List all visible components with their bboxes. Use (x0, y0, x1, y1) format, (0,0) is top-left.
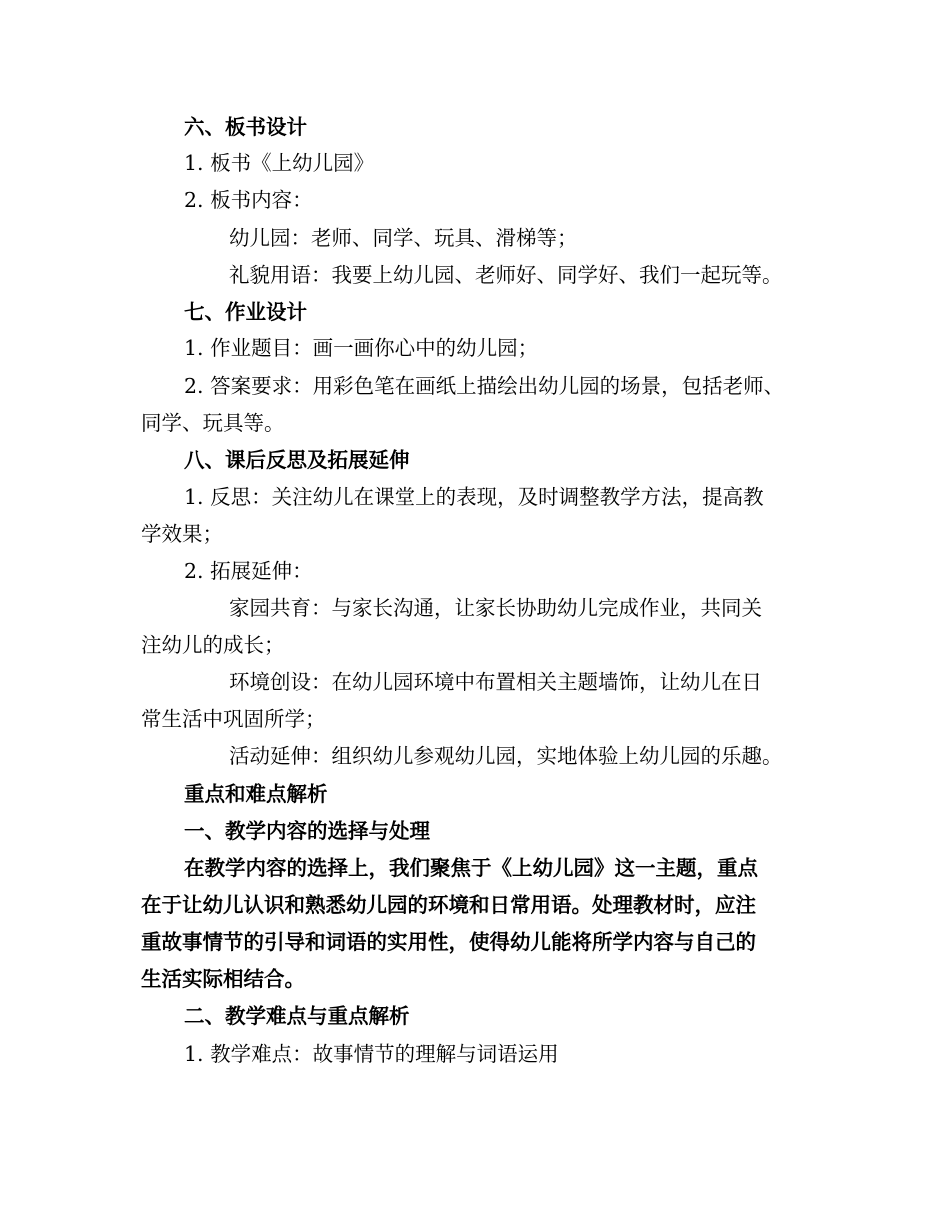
section8-item1-line1: 1. 反思：关注幼儿在课堂上的表现，及时调整教学方法，提高教 (184, 485, 764, 509)
analysis-heading: 重点和难点解析 (184, 782, 328, 806)
analysis-sub1-heading: 一、教学内容的选择与处理 (184, 819, 430, 843)
analysis-sub2-item1: 1. 教学难点：故事情节的理解与词语运用 (184, 1042, 559, 1066)
section8-env-line2: 常生活中巩固所学； (141, 707, 326, 731)
analysis-para-line1: 在教学内容的选择上，我们聚焦于《上幼儿园》这一主题，重点 (184, 856, 758, 880)
section6-item2: 2. 板书内容： (184, 188, 313, 212)
section7-heading: 七、作业设计 (184, 300, 307, 324)
section7-item2-line2: 同学、玩具等。 (141, 411, 285, 435)
section8-item2: 2. 拓展延伸： (184, 559, 313, 583)
section8-heading: 八、课后反思及拓展延伸 (184, 448, 410, 472)
analysis-para-line3: 重故事情节的引导和词语的实用性，使得幼儿能将所学内容与自己的 (141, 930, 756, 954)
section6-heading: 六、板书设计 (184, 115, 307, 139)
section6-polite-line: 礼貌用语：我要上幼儿园、老师好、同学好、我们一起玩等。 (229, 263, 783, 287)
section8-item1-line2: 学效果； (141, 522, 223, 546)
section8-activity-line: 活动延伸：组织幼儿参观幼儿园，实地体验上幼儿园的乐趣。 (229, 744, 783, 768)
section8-env-line1: 环境创设：在幼儿园环境中布置相关主题墙饰，让幼儿在日 (229, 670, 762, 694)
section7-item1: 1. 作业题目：画一画你心中的幼儿园； (184, 336, 539, 360)
section8-home-line2: 注幼儿的成长； (141, 633, 285, 657)
section7-item2-line1: 2. 答案要求：用彩色笔在画纸上描绘出幼儿园的场景，包括老师、 (184, 374, 785, 398)
analysis-para-line2: 在于让幼儿认识和熟悉幼儿园的环境和日常用语。处理教材时，应注 (141, 893, 756, 917)
analysis-para-line4: 生活实际相结合。 (141, 967, 305, 991)
analysis-sub2-heading: 二、教学难点与重点解析 (184, 1004, 410, 1028)
section6-item1: 1. 板书《上幼儿园》 (184, 151, 375, 175)
section6-kindergarten-line: 幼儿园：老师、同学、玩具、滑梯等； (229, 226, 578, 250)
section8-home-line1: 家园共育：与家长沟通，让家长协助幼儿完成作业，共同关 (229, 596, 762, 620)
